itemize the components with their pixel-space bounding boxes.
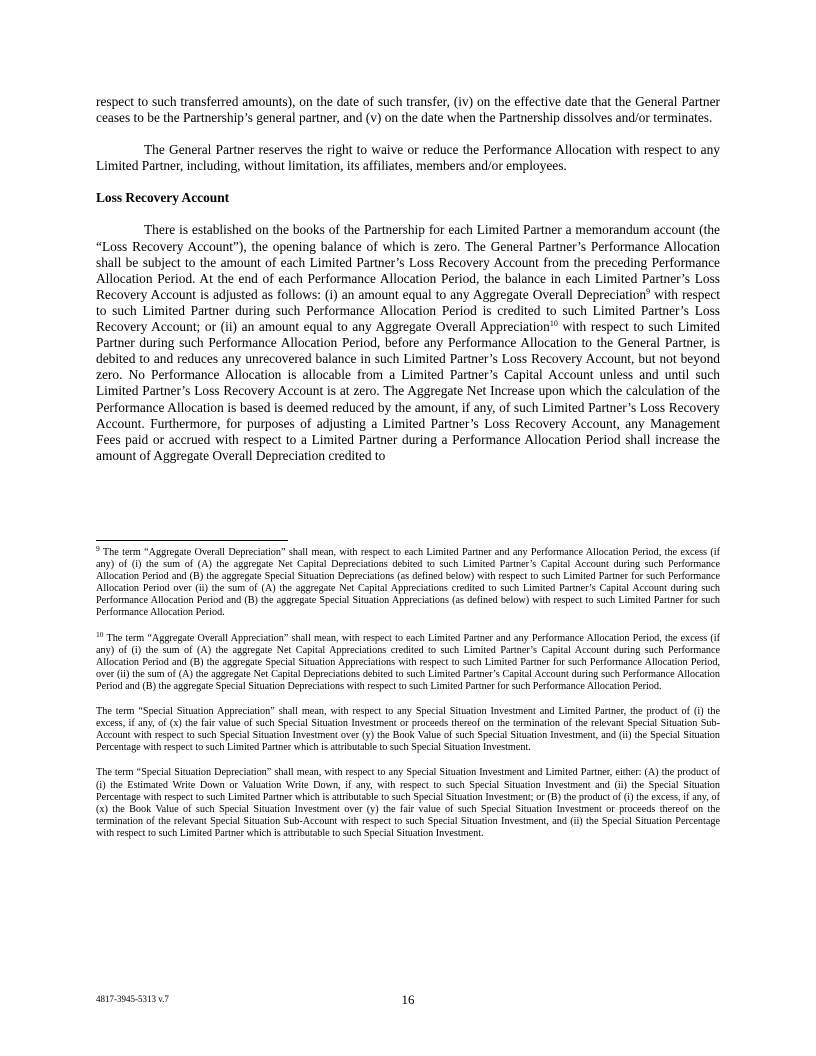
footnote-10-reference[interactable]: 10	[549, 319, 558, 329]
footnote-10-text: The term “Aggregate Overall Appreciation” shall mean, with respect to each Limited Partner and any Performance Allocation Period, the excess (if any) of (i) the sum of (A) the aggregate Net Capital Appreciations credited to such Limited Partner’s Capital Account during such Performance Allocation Period and (B) the aggregate Special Situation Appreciations with respect to such Limited Partner for such Performance Allocation Period, over (ii) the sum of (A) the aggregate Net Capital Depreciations debited to such Limited Partner’s Capital Account during such Performance Allocation Period and (B) the aggregate Special Situation Depreciations with respect to such Limited Partner for such Performance Allocation Period.	[96, 632, 720, 692]
document-id: 4817-3945-5313 v.7	[96, 994, 169, 1004]
body-paragraph-1: respect to such transferred amounts), on the date of such transfer, (iv) on the effective date that the General Partner ceases to be the Partnership’s general partner, and (v) on the date when the Partnership dissolves and/or terminates.	[96, 94, 720, 126]
footnote-10-mark: 10	[96, 629, 104, 639]
page-number: 16	[401, 992, 415, 1007]
footnote-separator	[96, 540, 288, 541]
paragraph-3-part-b: with respect to such Limited Partner during such Performance Allocation Period is credited to such Limited Partner’s Loss Recovery Account; or (ii) an amount equal to any Aggregate Overall Appreciation	[96, 286, 720, 335]
paragraph-3-part-a: There is established on the books of the Partnership for each Limited Partner a memorandum account (the “Loss Recovery Account”), the opening balance of which is zero. The General Partner’s Performance Allocation shall be subject to the amount of each Limited Partner’s Loss Recovery Account from the preceding Performance Allocation Period. At the end of each Performance Allocation Period, the balance in each Limited Partner’s Loss Recovery Account is adjusted as follows: (i) an amount equal to any Aggregate Overall Depreciation	[96, 222, 720, 302]
footnotes	[96, 544, 720, 840]
special-situation-depreciation-definition: The term “Special Situation Depreciation” shall mean, with respect to any Special Situation Investment and Limited Partner, either: (A) the product of (i) the Estimated Write Down or Valuation Write Down, if any, with respect to such Special Situation Investment and (ii) the Special Situation Percentage with respect to such Limited Partner which is attributable to such Special Situation Investment; or (B) the product of (i) the excess, if any, of (x) the Book Value of such Special Situation Investment over (y) the fair value of such Special Situation Investment or proceeds thereof on the termination of the relevant Special Situation Sub-Account with respect to such Special Situation Investment, and (ii) the Special Situation Percentage with respect to such Limited Partner which is attributable to such Special Situation Investment.	[96, 767, 720, 839]
special-situation-appreciation-definition: The term “Special Situation Appreciation” shall mean, with respect to any Special Situation Investment and Limited Partner, the product of (i) the excess, if any, of (x) the fair value of such Special Situation Investment or proceeds thereof on the termination of the relevant Special Situation Sub-Account with respect to such Special Situation Investment over (y) the Book Value of such Special Situation Investment, and (ii) the Special Situation Percentage with respect to such Limited Partner which is attributable to such Special Situation Investment.	[96, 706, 720, 754]
body-paragraph-2: The General Partner reserves the right to waive or reduce the Performance Allocation with respect to any Limited Partner, including, without limitation, its affiliates, members and/or employees.	[96, 142, 720, 174]
body-paragraph-3	[96, 222, 720, 463]
page-body	[96, 94, 720, 464]
footnote-9	[96, 544, 720, 620]
footnote-9-text: The term “Aggregate Overall Depreciation” shall mean, with respect to each Limited Partner and any Performance Allocation Period, the excess (if any) of (i) the sum of (A) the aggregate Net Capital Depreciations debited to such Limited Partner’s Capital Account during such Performance Allocation Period and (B) the aggregate Special Situation Depreciations (as defined below) with respect to such Limited Partner for such Performance Allocation Period over (ii) the sum of (A) the aggregate Net Capital Appreciations credited to such Limited Partner’s Capital Account during such Performance Allocation Period and (B) the aggregate Special Situation Appreciations (as defined below) with respect to such Limited Partner for such Performance Allocation Period.	[96, 547, 720, 619]
footnote-10	[96, 629, 720, 693]
footnote-9-mark: 9	[96, 544, 100, 553]
paragraph-3-part-c: with respect to such Limited Partner during such Performance Allocation Period, before any Performance Allocation to the General Partner, is debited to and reduces any unrecovered balance in such Limited Partner’s Loss Recovery Account, but not beyond zero. No Performance Allocation is allocable from a Limited Partner’s Capital Account unless and until such Limited Partner’s Loss Recovery Account is at zero. The Aggregate Net Increase upon which the calculation of the Performance Allocation is based is deemed reduced by the amount, if any, of such Limited Partner’s Loss Recovery Account. Furthermore, for purposes of adjusting a Limited Partner’s Loss Recovery Account, any Management Fees paid or accrued with respect to a Limited Partner during a Performance Allocation Period shall increase the amount of Aggregate Overall Depreciation credited to	[96, 319, 720, 463]
footnote-9-reference[interactable]: 9	[646, 286, 651, 296]
section-heading: Loss Recovery Account	[96, 190, 230, 206]
